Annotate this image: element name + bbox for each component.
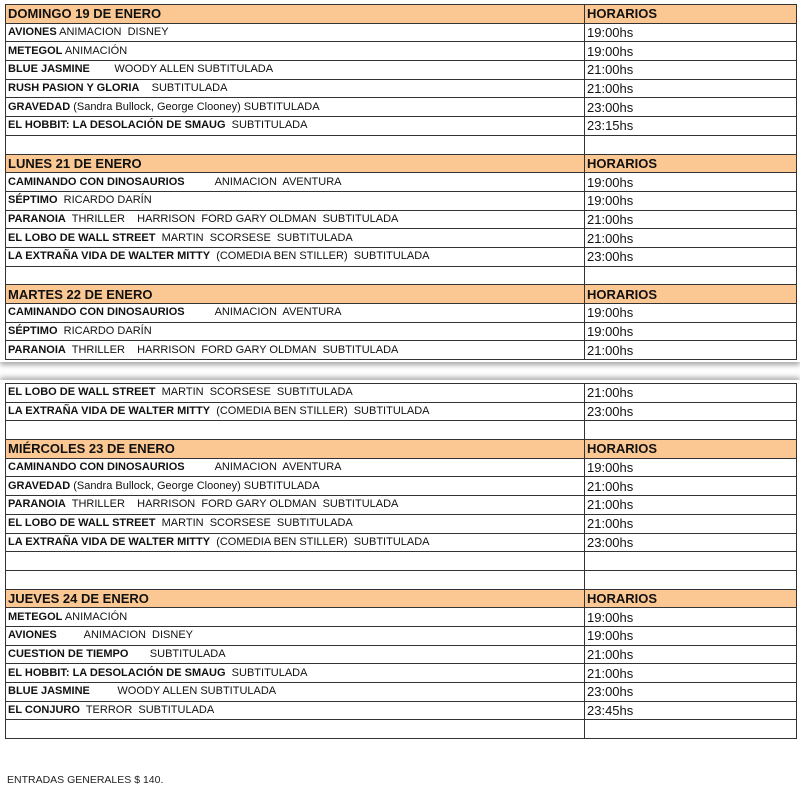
showtime: 21:00hs (585, 496, 797, 515)
day-header-row (6, 440, 797, 459)
day-title: MARTES 22 DE ENERO (6, 285, 585, 304)
movie-row (6, 664, 797, 683)
movie-details: (COMEDIA BEN STILLER) SUBTITULADA (210, 405, 430, 418)
movie-cell (6, 402, 585, 421)
movie-title: BLUE JASMINE (8, 63, 90, 76)
day-title: JUEVES 24 DE ENERO (6, 589, 585, 608)
movie-details: TERROR SUBTITULADA (79, 704, 215, 717)
showtime: 21:00hs (585, 61, 797, 80)
movie-row (6, 247, 797, 266)
empty-cell (6, 552, 585, 571)
movie-details: ANIMACION AVENTURA (184, 306, 342, 319)
movie-details: ANIMACION DISNEY (56, 26, 169, 39)
movie-cell (6, 701, 585, 720)
movie-title: LA EXTRAÑA VIDA DE WALTER MITTY (8, 405, 211, 418)
movie-title: SÉPTIMO (8, 325, 58, 338)
showtime: 23:00hs (585, 247, 797, 266)
movie-title: EL LOBO DE WALL STREET (8, 517, 156, 530)
day-header-row (6, 5, 797, 24)
movie-title: METEGOL (8, 44, 63, 57)
showtime: 21:00hs (585, 477, 797, 496)
movie-row (6, 210, 797, 229)
blank-row (6, 135, 797, 154)
movie-details: ANIMACION AVENTURA (184, 175, 342, 188)
movie-title: EL HOBBIT: LA DESOLACIÓN DE SMAUG (8, 666, 226, 679)
movie-title: PARANOIA (8, 343, 66, 356)
movie-details: THRILLER HARRISON FORD GARY OLDMAN SUBTITULADA (65, 498, 399, 511)
movie-row (6, 173, 797, 192)
movie-details: SUBTITULADA (225, 666, 308, 679)
movie-details: THRILLER HARRISON FORD GARY OLDMAN SUBTITULADA (65, 212, 399, 225)
horarios-header: HORARIOS (585, 589, 797, 608)
schedule-table (5, 383, 797, 739)
movie-row (6, 341, 797, 360)
movie-title: AVIONES (8, 26, 57, 39)
movie-title: RUSH PASION Y GLORIA (8, 82, 140, 95)
movie-cell (6, 229, 585, 248)
showtime: 23:15hs (585, 117, 797, 136)
movie-cell (6, 683, 585, 702)
movie-row (6, 229, 797, 248)
showtime: 21:00hs (585, 645, 797, 664)
movie-cell (6, 533, 585, 552)
movie-cell (6, 384, 585, 403)
movie-title: LA EXTRAÑA VIDA DE WALTER MITTY (8, 250, 211, 263)
movie-cell (6, 645, 585, 664)
schedule-sheet-part-1 (0, 0, 800, 362)
movie-details: RICARDO DARÍN (57, 325, 152, 338)
empty-cell (585, 720, 797, 739)
movie-row (6, 304, 797, 323)
movie-cell (6, 117, 585, 136)
movie-row (6, 402, 797, 421)
showtime: 21:00hs (585, 514, 797, 533)
movie-cell (6, 304, 585, 323)
movie-cell (6, 664, 585, 683)
movie-details: SUBTITULADA (139, 82, 228, 95)
movie-row (6, 61, 797, 80)
movie-cell (6, 61, 585, 80)
movie-title: GRAVEDAD (8, 100, 71, 113)
horarios-header: HORARIOS (585, 285, 797, 304)
movie-row (6, 98, 797, 117)
movie-title: CAMINANDO CON DINOSAURIOS (8, 175, 185, 188)
movie-details: RICARDO DARÍN (57, 194, 152, 207)
showtime: 23:00hs (585, 402, 797, 421)
movie-title: AVIONES (8, 629, 57, 642)
movie-row (6, 496, 797, 515)
movie-details: WOODY ALLEN SUBTITULADA (89, 63, 274, 76)
movie-row (6, 322, 797, 341)
movie-row (6, 477, 797, 496)
movie-row (6, 42, 797, 61)
movie-details: MARTIN SCORSESE SUBTITULADA (155, 517, 353, 530)
showtime: 19:00hs (585, 42, 797, 61)
movie-cell (6, 173, 585, 192)
movie-row (6, 384, 797, 403)
movie-title: EL HOBBIT: LA DESOLACIÓN DE SMAUG (8, 119, 226, 132)
day-title: DOMINGO 19 DE ENERO (6, 5, 585, 24)
movie-cell (6, 191, 585, 210)
day-title: MIÉRCOLES 23 DE ENERO (6, 440, 585, 459)
movie-cell (6, 210, 585, 229)
day-header-row (6, 285, 797, 304)
movie-title: METEGOL (8, 610, 63, 623)
empty-cell (585, 421, 797, 440)
movie-details: ANIMACIÓN (62, 610, 128, 623)
showtime: 23:00hs (585, 98, 797, 117)
movie-row (6, 458, 797, 477)
showtime: 19:00hs (585, 608, 797, 627)
movie-cell (6, 458, 585, 477)
movie-row (6, 79, 797, 98)
movie-details: THRILLER HARRISON FORD GARY OLDMAN SUBTITULADA (65, 343, 399, 356)
movie-row (6, 117, 797, 136)
movie-cell (6, 626, 585, 645)
movie-title: EL LOBO DE WALL STREET (8, 231, 156, 244)
movie-details: MARTIN SCORSESE SUBTITULADA (155, 386, 353, 399)
movie-details: ANIMACION AVENTURA (184, 461, 342, 474)
horarios-header: HORARIOS (585, 5, 797, 24)
movie-details: MARTIN SCORSESE SUBTITULADA (155, 231, 353, 244)
movie-title: SÉPTIMO (8, 194, 58, 207)
movie-details: (COMEDIA BEN STILLER) SUBTITULADA (210, 250, 430, 263)
movie-details: (COMEDIA BEN STILLER) SUBTITULADA (210, 535, 430, 548)
horarios-header: HORARIOS (585, 440, 797, 459)
empty-cell (585, 552, 797, 571)
movie-cell (6, 322, 585, 341)
movie-cell (6, 247, 585, 266)
empty-cell (6, 421, 585, 440)
movie-details: (Sandra Bullock, George Clooney) SUBTITULADA (70, 100, 320, 113)
showtime: 19:00hs (585, 626, 797, 645)
movie-details: ANIMACIÓN (62, 44, 128, 57)
movie-title: GRAVEDAD (8, 479, 71, 492)
movie-cell (6, 98, 585, 117)
empty-cell (6, 570, 585, 589)
blank-row (6, 552, 797, 571)
showtime: 23:00hs (585, 533, 797, 552)
movie-details: (Sandra Bullock, George Clooney) SUBTITULADA (70, 479, 320, 492)
ticket-price-note: ENTRADAS GENERALES $ 140. (7, 774, 164, 786)
empty-cell (6, 720, 585, 739)
showtime: 23:45hs (585, 701, 797, 720)
movie-row (6, 514, 797, 533)
movie-row (6, 23, 797, 42)
day-header-row (6, 154, 797, 173)
showtime: 21:00hs (585, 79, 797, 98)
movie-title: PARANOIA (8, 212, 66, 225)
movie-details: SUBTITULADA (128, 647, 226, 660)
day-title: LUNES 21 DE ENERO (6, 154, 585, 173)
showtime: 21:00hs (585, 341, 797, 360)
movie-row (6, 191, 797, 210)
empty-cell (585, 135, 797, 154)
showtime: 19:00hs (585, 304, 797, 323)
showtime: 21:00hs (585, 210, 797, 229)
showtime: 19:00hs (585, 191, 797, 210)
movie-details: SUBTITULADA (225, 119, 308, 132)
movie-row (6, 701, 797, 720)
day-header-row (6, 589, 797, 608)
movie-cell (6, 79, 585, 98)
movie-cell (6, 496, 585, 515)
blank-row (6, 266, 797, 285)
movie-row (6, 626, 797, 645)
movie-row (6, 533, 797, 552)
movie-row (6, 645, 797, 664)
movie-title: EL CONJURO (8, 704, 80, 717)
empty-cell (585, 266, 797, 285)
movie-row (6, 683, 797, 702)
empty-cell (6, 135, 585, 154)
movie-title: BLUE JASMINE (8, 685, 90, 698)
movie-title: CUESTION DE TIEMPO (8, 647, 129, 660)
showtime: 21:00hs (585, 384, 797, 403)
movie-cell (6, 42, 585, 61)
empty-cell (6, 266, 585, 285)
movie-title: LA EXTRAÑA VIDA DE WALTER MITTY (8, 535, 211, 548)
schedule-sheet-part-2 (0, 380, 800, 795)
blank-row (6, 421, 797, 440)
movie-cell (6, 341, 585, 360)
showtime: 21:00hs (585, 229, 797, 248)
showtime: 19:00hs (585, 173, 797, 192)
movie-title: PARANOIA (8, 498, 66, 511)
movie-cell (6, 23, 585, 42)
showtime: 21:00hs (585, 664, 797, 683)
blank-row (6, 570, 797, 589)
horarios-header: HORARIOS (585, 154, 797, 173)
empty-cell (585, 570, 797, 589)
blank-row (6, 720, 797, 739)
showtime: 19:00hs (585, 458, 797, 477)
movie-details: ANIMACION DISNEY (56, 629, 194, 642)
movie-cell (6, 608, 585, 627)
schedule-table (5, 4, 797, 360)
movie-title: CAMINANDO CON DINOSAURIOS (8, 306, 185, 319)
movie-details: WOODY ALLEN SUBTITULADA (89, 685, 277, 698)
showtime: 23:00hs (585, 683, 797, 702)
showtime: 19:00hs (585, 23, 797, 42)
movie-cell (6, 477, 585, 496)
showtime: 19:00hs (585, 322, 797, 341)
movie-cell (6, 514, 585, 533)
movie-title: EL LOBO DE WALL STREET (8, 386, 156, 399)
movie-row (6, 608, 797, 627)
movie-title: CAMINANDO CON DINOSAURIOS (8, 461, 185, 474)
